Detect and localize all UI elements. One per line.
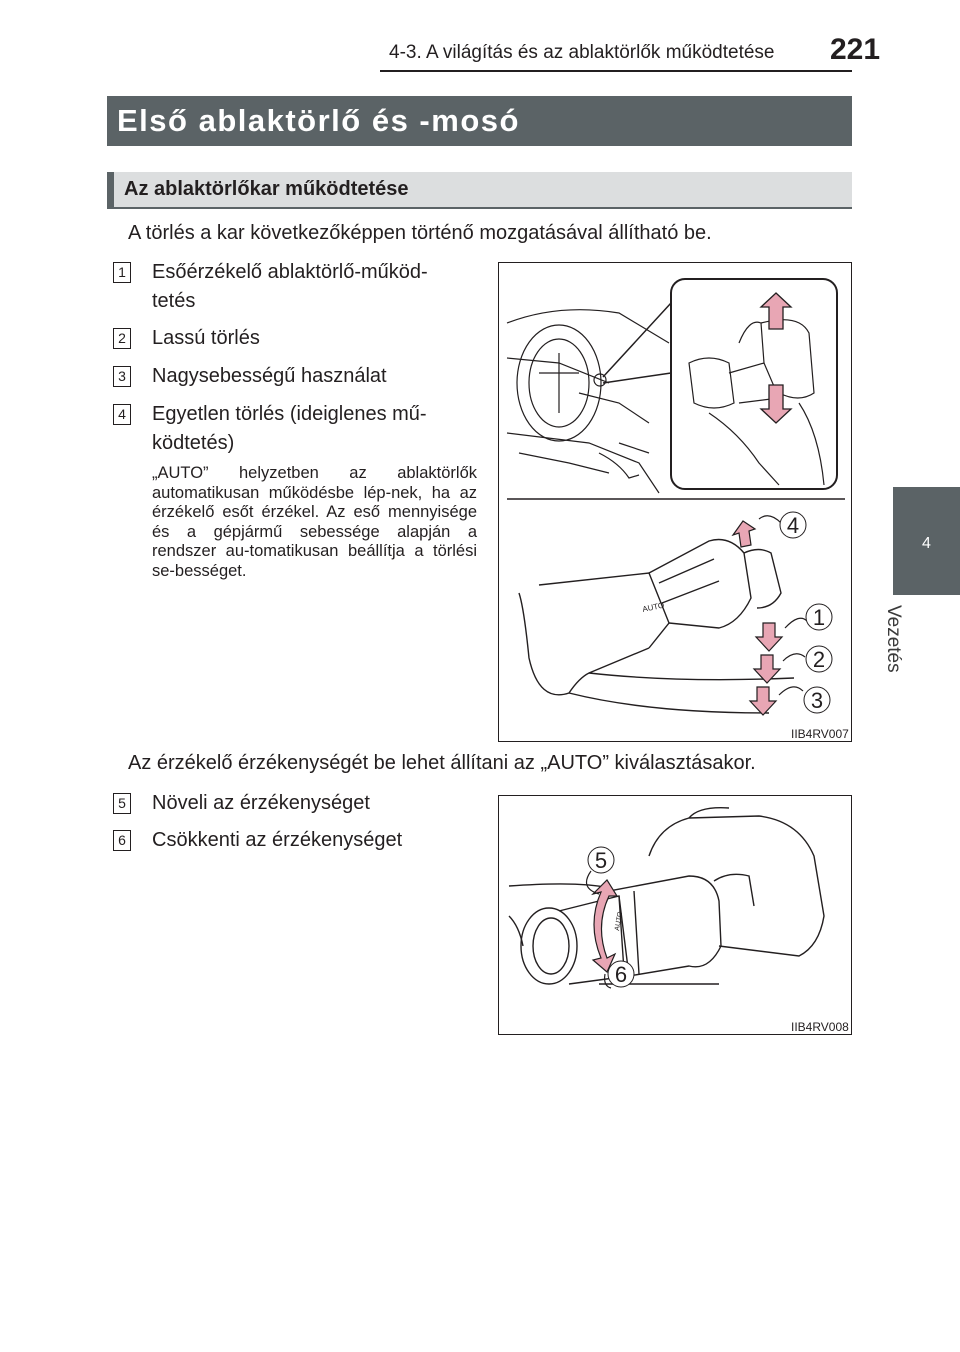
chapter-name-wrap xyxy=(883,605,928,685)
running-header: 4-3. A világítás és az ablaktörlők működtetése xyxy=(389,42,775,63)
figure-wiper-lever xyxy=(498,262,852,742)
item-number-4: 4 xyxy=(113,404,131,425)
chapter-number: 4 xyxy=(922,535,931,552)
callout-4: 4 xyxy=(786,513,800,538)
figure-1-code: IIB4RV007 xyxy=(791,727,849,741)
item-4-line1: Egyetlen törlés (ideiglenes mű- xyxy=(152,403,427,425)
header-rule xyxy=(380,70,852,72)
page-title: Első ablaktörlő és -mosó xyxy=(117,103,520,138)
chapter-name: Vezetés xyxy=(883,605,904,673)
sensitivity-dial-illustration xyxy=(499,796,852,1035)
intro-text: A törlés a kar következőképpen történő mozgatásával állítható be. xyxy=(128,222,712,244)
item-number-2: 2 xyxy=(113,328,131,349)
callout-1: 1 xyxy=(812,605,826,630)
item-5-line1: Növeli az érzékenységet xyxy=(152,792,370,814)
item-number-3: 3 xyxy=(113,366,131,387)
auto-note: „AUTO” helyzetben az ablaktörlők automatikusan működésbe lép-nek, ha az érzékelő esőt érzékel. Az eső mennyisége és a gépjármű sebessége alapján a rendszer au-tomatikusan beállítja a törlési se-bességet. xyxy=(152,464,477,580)
item-6-line1: Csökkenti az érzékenységet xyxy=(152,829,403,851)
item-2-line1: Lassú törlés xyxy=(152,327,260,349)
callout-5: 5 xyxy=(594,848,608,873)
item-number-5: 5 xyxy=(113,793,131,814)
item-3-line1: Nagysebességű használat xyxy=(152,365,387,387)
callout-2: 2 xyxy=(812,647,826,672)
section-heading: Az ablaktörlőkar működtetése xyxy=(124,178,409,200)
figure-2-code: IIB4RV008 xyxy=(791,1020,849,1034)
page-number: 221 xyxy=(830,33,881,66)
sensitivity-text: Az érzékelő érzékenységét be lehet állítani az „AUTO” kiválasztásakor. xyxy=(128,752,756,774)
item-4-line2: ködtetés) xyxy=(152,432,235,454)
item-number-6: 6 xyxy=(113,830,131,851)
lever-auto-label: AUTO xyxy=(641,600,666,614)
wiper-lever-illustration xyxy=(499,263,852,742)
figure-sensitivity-dial xyxy=(498,795,852,1035)
item-number-1: 1 xyxy=(113,262,131,283)
dial-auto-label: AUTO xyxy=(614,911,625,932)
callout-6: 6 xyxy=(614,962,628,987)
callout-3: 3 xyxy=(810,688,824,713)
item-1-line2: tetés xyxy=(152,290,196,312)
section-marker xyxy=(107,172,114,209)
item-1-line1: Esőérzékelő ablaktörlő-működ- xyxy=(152,261,428,283)
